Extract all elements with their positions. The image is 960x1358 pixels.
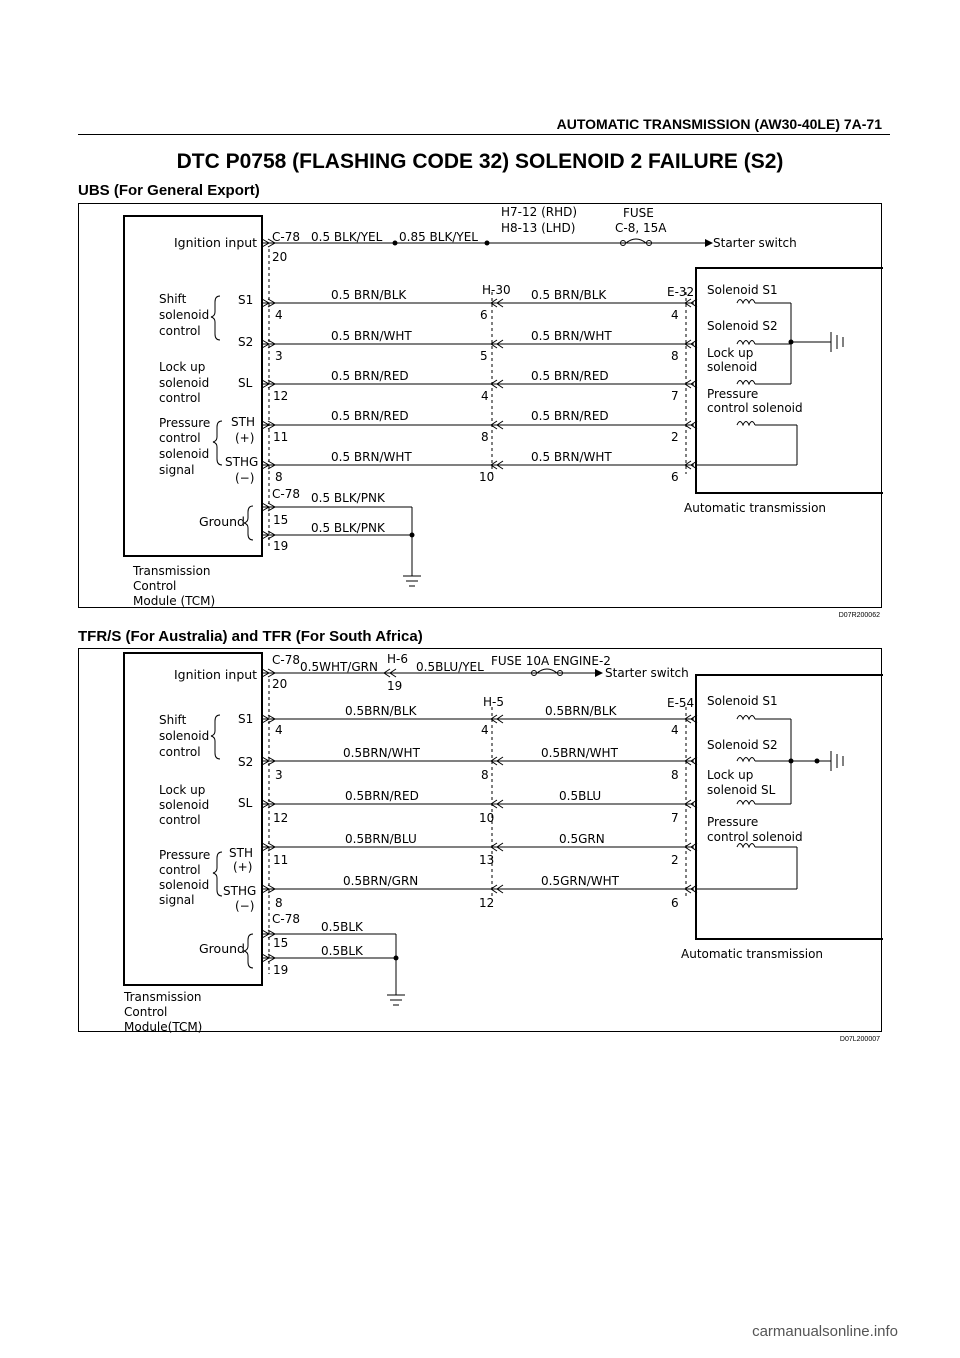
circuit-row-4	[262, 409, 697, 444]
fuse-label: FUSE	[623, 206, 654, 220]
wire-right: 0.5 BRN/RED	[531, 369, 609, 383]
wire-left: 0.5BRN/BLU	[345, 832, 417, 846]
solenoid-s1: Solenoid S1	[707, 283, 778, 297]
trans-pin: 2	[671, 430, 679, 444]
tcm-pin: 11	[273, 853, 289, 867]
shift-label-2: solenoid	[159, 308, 210, 322]
circuit-row-1	[262, 288, 697, 322]
wiring-diagram-tfr	[78, 648, 882, 1032]
mid-pin: 13	[479, 853, 495, 867]
wire-left: 0.5 BRN/WHT	[331, 450, 412, 464]
circuit-row-3	[262, 369, 697, 403]
lockup-sol-1: Lock up	[707, 346, 754, 360]
tcm-pin: 12	[273, 811, 289, 825]
mid-pin: 12	[479, 896, 495, 910]
circuit-row-5	[262, 874, 697, 910]
fuse-value: C-8, 15A	[615, 221, 667, 235]
auto-trans-label: Automatic transmission	[684, 501, 827, 515]
ign-pin-label: 20	[272, 250, 288, 264]
wiring-diagram-ubs-svg	[79, 204, 883, 609]
trans-pin: 4	[671, 308, 679, 322]
ign-connector: H-6	[387, 652, 408, 666]
header-rule	[78, 134, 890, 135]
tcm-name-2: Control	[133, 579, 177, 593]
mid-pin: 10	[479, 470, 495, 484]
solenoid-s2: Solenoid S2	[707, 738, 778, 752]
sthg-sign: (−)	[235, 899, 255, 913]
tcm-name-1: Transmission	[124, 990, 202, 1004]
ign-wire-1: 0.5 BLK/YEL	[311, 230, 383, 244]
ground-pin-1: 15	[273, 513, 289, 527]
ground-wire-2: 0.5BLK	[321, 944, 363, 958]
pressure-label-3: solenoid	[159, 447, 210, 461]
wire-right: 0.5 BRN/RED	[531, 409, 609, 423]
pressure-sol-2: control solenoid	[707, 830, 803, 844]
sthg-label: STHG	[225, 455, 259, 469]
sthg-label: STHG	[223, 884, 257, 898]
lockup-label-2: solenoid	[159, 798, 210, 812]
wire-right: 0.5 BRN/BLK	[531, 288, 607, 302]
auto-trans-label: Automatic transmission	[681, 947, 824, 961]
circuit-row-5	[262, 450, 697, 484]
shift-label-3: control	[159, 745, 201, 759]
figure-code-1: D07R200062	[838, 612, 880, 619]
page-header-title: AUTOMATIC TRANSMISSION (AW30-40LE) 7A-71	[556, 116, 882, 132]
sth-sign: (+)	[233, 860, 253, 874]
wire-left: 0.5BRN/BLK	[345, 704, 417, 718]
pressure-sol-1: Pressure	[707, 387, 759, 401]
wire-left: 0.5BRN/RED	[345, 789, 419, 803]
trans-pin: 7	[671, 811, 679, 825]
wire-right: 0.5BRN/WHT	[541, 746, 618, 760]
ground-connector: C-78	[272, 487, 300, 501]
ign-connector-pin: 19	[387, 679, 403, 693]
section-title-tfr: TFR/S (For Australia) and TFR (For South Africa)	[78, 628, 423, 645]
solenoid-s1: Solenoid S1	[707, 694, 778, 708]
mid-pin: 6	[480, 308, 488, 322]
tcm-pin: 3	[275, 349, 283, 363]
wiring-diagram-ubs	[78, 203, 882, 608]
trans-pin: 8	[671, 768, 679, 782]
shift-label-1: Shift	[159, 713, 187, 727]
sl-label: SL	[238, 376, 253, 390]
tcm-name-1: Transmission	[133, 564, 211, 578]
ground-pin-2: 19	[273, 539, 289, 553]
mid-pin: 8	[481, 768, 489, 782]
wire-left: 0.5 BRN/RED	[331, 369, 409, 383]
circuit-row-1	[262, 704, 697, 737]
pressure-label-4: signal	[159, 463, 195, 477]
mid-pin: 8	[481, 430, 489, 444]
ground-wire-2: 0.5 BLK/PNK	[311, 521, 385, 535]
wire-right: 0.5BRN/BLK	[545, 704, 617, 718]
circuit-row-2	[262, 746, 697, 782]
s1-label: S1	[238, 712, 254, 726]
mid-connector-label: H-5	[483, 695, 504, 709]
trans-pin: 4	[671, 723, 679, 737]
lockup-sol-1: Lock up	[707, 768, 754, 782]
section-title-ubs: UBS (For General Export)	[78, 182, 260, 199]
tcm-connector-label: C-78	[272, 653, 300, 667]
lockup-sol-2: solenoid	[707, 360, 758, 374]
s1-label: S1	[238, 293, 254, 307]
ign-pin-label: 20	[272, 677, 288, 691]
ign-wire-1: 0.5WHT/GRN	[300, 660, 378, 674]
wiring-diagram-tfr-svg	[79, 649, 883, 1033]
tcm-pin: 4	[275, 308, 283, 322]
wire-left: 0.5 BRN/WHT	[331, 329, 412, 343]
ignition-input-label: Ignition input	[174, 667, 258, 682]
trans-pin: 6	[671, 896, 679, 910]
ground-wire-1: 0.5 BLK/PNK	[311, 491, 385, 505]
wire-left: 0.5BRN/WHT	[343, 746, 420, 760]
trans-pin: 7	[671, 389, 679, 403]
ground-pin-1: 15	[273, 936, 289, 950]
pressure-label-3: solenoid	[159, 878, 210, 892]
mid-pin: 4	[481, 389, 489, 403]
solenoid-s2: Solenoid S2	[707, 319, 778, 333]
wire-right: 0.5 BRN/WHT	[531, 450, 612, 464]
mid-pin: 5	[480, 349, 488, 363]
lockup-label-3: control	[159, 391, 201, 405]
trans-connector-label: E-32	[667, 285, 695, 299]
ign-connector-lhd: H8-13 (LHD)	[501, 221, 576, 235]
tcm-pin: 8	[275, 470, 283, 484]
trans-pin: 8	[671, 349, 679, 363]
starter-switch-label: Starter switch	[605, 666, 689, 680]
trans-pin: 6	[671, 470, 679, 484]
sth-label: STH	[231, 415, 255, 429]
tcm-pin: 8	[275, 896, 283, 910]
wire-right: 0.5BLU	[559, 789, 602, 803]
tcm-pin: 11	[273, 430, 289, 444]
mid-pin: 10	[479, 811, 495, 825]
pressure-sol-1: Pressure	[707, 815, 759, 829]
lockup-label-1: Lock up	[159, 360, 206, 374]
tcm-pin: 12	[273, 389, 289, 403]
shift-label-3: control	[159, 324, 201, 338]
trans-connector-label: E-54	[667, 696, 695, 710]
wire-right: 0.5GRN/WHT	[541, 874, 619, 888]
wire-left: 0.5 BRN/RED	[331, 409, 409, 423]
watermark: carmanualsonline.info	[752, 1323, 898, 1340]
pressure-label-1: Pressure	[159, 416, 211, 430]
lockup-label-2: solenoid	[159, 376, 210, 390]
lockup-label-1: Lock up	[159, 783, 206, 797]
wire-right: 0.5GRN	[559, 832, 605, 846]
tcm-name-3: Module(TCM)	[124, 1020, 203, 1033]
pressure-label-2: control	[159, 431, 201, 445]
ign-wire-2: 0.85 BLK/YEL	[399, 230, 478, 244]
tcm-pin: 4	[275, 723, 283, 737]
ground-connector: C-78	[272, 912, 300, 926]
wire-right: 0.5 BRN/WHT	[531, 329, 612, 343]
pressure-label-2: control	[159, 863, 201, 877]
ground-label: Ground	[199, 941, 245, 956]
ground-label: Ground	[199, 514, 245, 529]
figure-code-2: D07L200007	[839, 1036, 880, 1043]
mid-pin: 4	[481, 723, 489, 737]
ign-wire-2: 0.5BLU/YEL	[416, 660, 484, 674]
lockup-sol-2: solenoid SL	[707, 783, 776, 797]
tcm-name-3: Module (TCM)	[133, 594, 216, 608]
circuit-row-2	[262, 329, 697, 363]
wire-left: 0.5BRN/GRN	[343, 874, 419, 888]
starter-switch-label: Starter switch	[713, 236, 797, 250]
shift-label-1: Shift	[159, 292, 187, 306]
circuit-row-4	[262, 832, 697, 867]
pressure-label-1: Pressure	[159, 848, 211, 862]
ignition-input-label: Ignition input	[174, 235, 258, 250]
tcm-connector-label: C-78	[272, 230, 300, 244]
tcm-pin: 3	[275, 768, 283, 782]
sl-label: SL	[238, 796, 253, 810]
shift-label-2: solenoid	[159, 729, 210, 743]
page-title: DTC P0758 (FLASHING CODE 32) SOLENOID 2 FAILURE (S2)	[176, 150, 784, 173]
circuit-row-3	[262, 789, 697, 825]
s2-label: S2	[238, 335, 254, 349]
sth-sign: (+)	[235, 431, 255, 445]
ground-pin-2: 19	[273, 963, 289, 977]
lockup-label-3: control	[159, 813, 201, 827]
s2-label: S2	[238, 755, 254, 769]
pressure-label-4: signal	[159, 893, 195, 907]
ground-wire-1: 0.5BLK	[321, 920, 363, 934]
sthg-sign: (−)	[235, 471, 255, 485]
auto-trans-box	[696, 675, 883, 939]
ign-connector-rhd: H7-12 (RHD)	[501, 205, 578, 219]
trans-pin: 2	[671, 853, 679, 867]
wire-left: 0.5 BRN/BLK	[331, 288, 407, 302]
auto-trans-box	[696, 268, 883, 493]
tcm-name-2: Control	[124, 1005, 168, 1019]
mid-connector-label: H-30	[482, 283, 511, 297]
sth-label: STH	[229, 846, 253, 860]
pressure-sol-2: control solenoid	[707, 401, 803, 415]
fuse-label: FUSE 10A ENGINE-2	[491, 654, 611, 668]
